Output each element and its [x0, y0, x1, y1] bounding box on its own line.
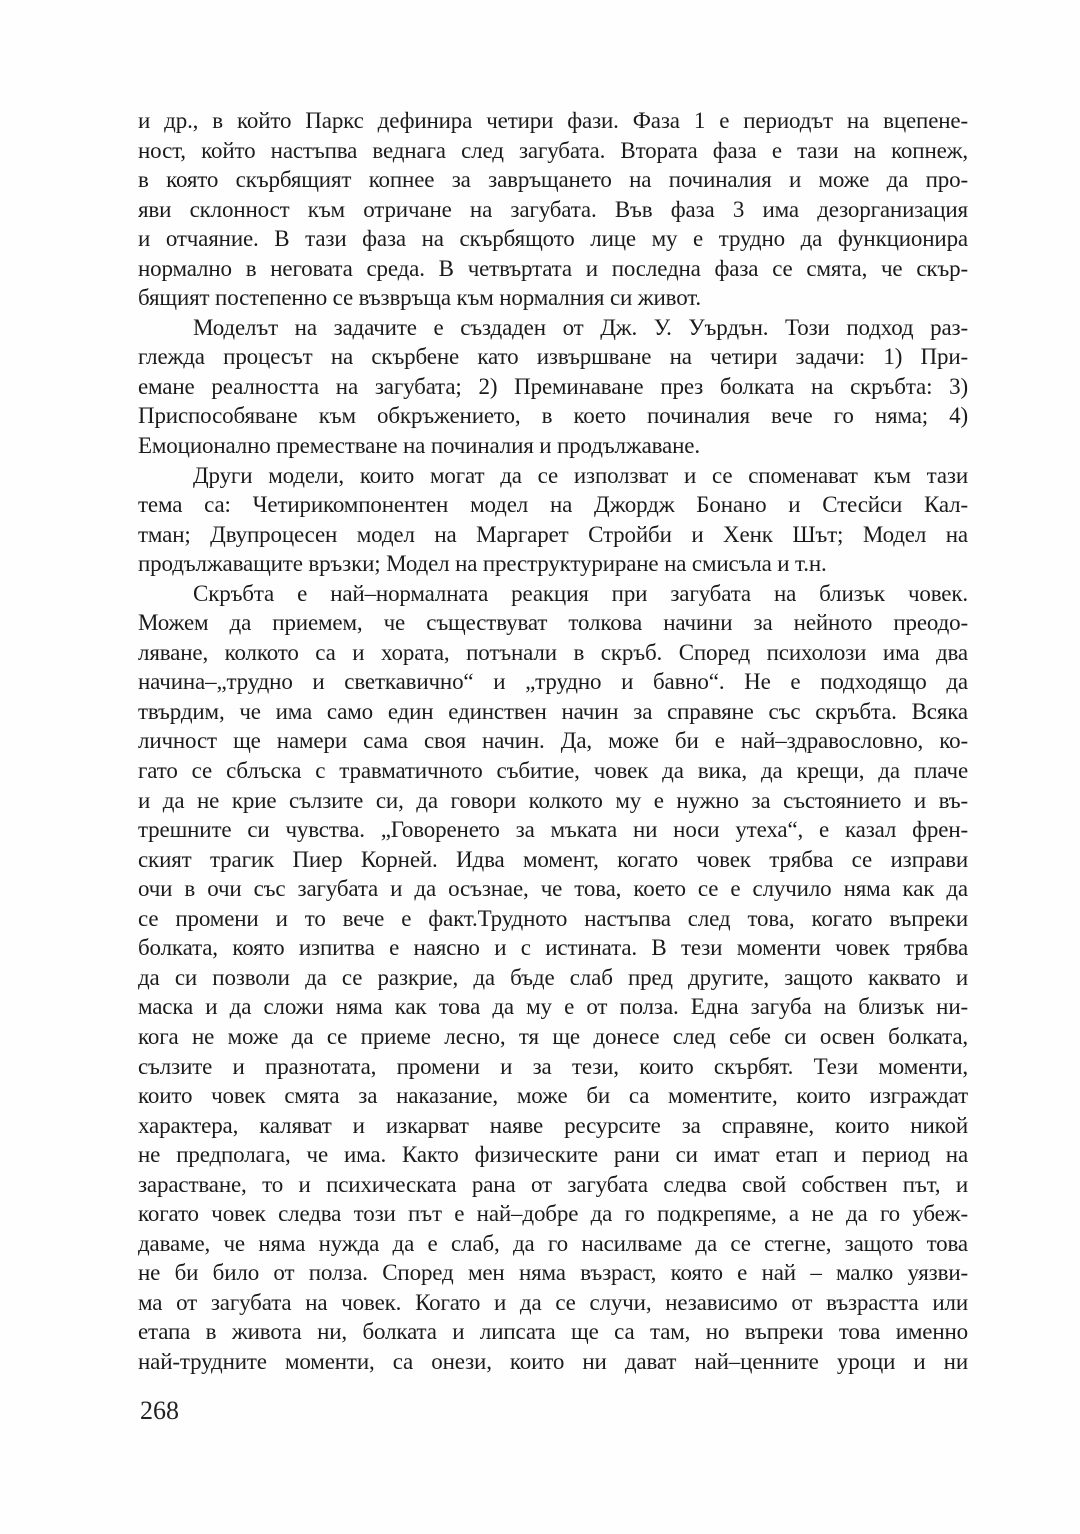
text-line: даваме, че няма нужда да е слаб, да го насилваме да се стегне, защото това [138, 1230, 968, 1256]
text-line: характера, каляват и изкарват наяве ресурсите за справяне, които никой [138, 1112, 968, 1138]
text-line: гато се сблъска с травматичното събитие, човек да вика, да крещи, да плаче [138, 758, 968, 784]
text-line: болката, която изпитва е наясно и с истината. В тези моменти човек трябва [138, 935, 968, 961]
text-line: твърдим, че има само един единствен начин за справяне със скръбта. Всяка [138, 698, 968, 724]
text-line: които човек смята за наказание, може би са моментите, които изграждат [138, 1083, 968, 1109]
text-line: трешните си чувства. „Говоренето за мъката ни носи утеха“, е казал френ- [138, 817, 968, 843]
text-line: емане реалността на загубата; 2) Преминаване през болката на скръбта: 3) [138, 373, 968, 399]
text-line: ляване, колкото са и хората, потънали в скръб. Според психолози има два [138, 639, 968, 665]
text-line: бящият постепенно се възвръща към нормалния си живот. [138, 285, 702, 311]
text-line: и др., в който Паркс дефинира четири фази. Фаза 1 е периодът на вцепене- [138, 108, 968, 133]
text-line: тема са: Четирикомпонентен модел на Джордж Бонано и Стесйси Кал- [138, 492, 968, 518]
text-line: зарастване, то и психическата рана от загубата следва свой собствен път, и [138, 1171, 968, 1197]
text-line: Можем да приемем, че съществуват толкова начини за нейното преодо- [138, 610, 968, 636]
text-line: Приспособяване към обкръжението, в което починалия вече го няма; 4) [138, 403, 968, 429]
text-line: етапа в живота ни, болката и липсата ще са там, но въпреки това именно [138, 1319, 968, 1345]
text-line: тман; Двупроцесен модел на Маргарет Стройби и Хенк Шът; Модел на [138, 521, 968, 547]
text-line: Скръбта е най–нормалната реакция при загубата на близък човек. [193, 580, 968, 606]
text-line: се промени и то вече е факт.Трудното настъпва след това, когато въпреки [138, 905, 968, 931]
text-line: очи в очи със загубата и да осъзнае, че това, което се е случило няма как да [138, 876, 968, 902]
text-line: ма от загубата на човек. Когато и да се случи, независимо от възрастта или [138, 1289, 968, 1315]
text-line: Други модели, които могат да се използват и се споменават към тази [193, 462, 968, 488]
text-line: кога не може да се приеме лесно, тя ще донесе след себе си освен болката, [138, 1023, 968, 1049]
text-line: и да не крие сълзите си, да говори колкото му е нужно за състоянието и въ- [138, 787, 968, 813]
text-block [138, 106, 968, 1377]
text-line: ност, който настъпва веднага след загубата. Втората фаза е тази на копнеж, [138, 137, 968, 163]
text-line: личност ще намери сама своя начин. Да, може би е най–здравословно, ко- [138, 728, 968, 754]
text-line: най-трудните моменти, са онези, които ни дават най–ценните уроци и ни [138, 1348, 968, 1374]
text-line: не би било от полза. Според мен няма възраст, която е най – малко уязви- [138, 1260, 968, 1286]
text-line: маска и да сложи няма как това да му е от полза. Една загуба на близък ни- [138, 994, 968, 1020]
text-line: Емоционално преместване на починалия и продължаване. [138, 433, 700, 459]
text-line: и отчаяние. В тази фаза на скърбящото лице му е трудно да функционира [138, 226, 968, 252]
text-line: глежда процесът на скърбене като извършване на четири задачи: 1) При- [138, 344, 968, 370]
text-line: когато човек следва този път е най–добре да го подкрепяме, а не да го убеж- [138, 1201, 968, 1227]
text-line: начина–„трудно и светкавично“ и „трудно и бавно“. Не е подходящо да [138, 669, 968, 695]
text-line: ският трагик Пиер Корней. Идва момент, когато човек трябва се изправи [138, 846, 968, 872]
text-line: яви склонност към отричане на загубата. Във фаза 3 има дезорганизация [138, 196, 968, 222]
text-line: Моделът на задачите е създаден от Дж. У. Уърдън. Този подход раз- [193, 314, 968, 340]
text-line: да си позволи да се разкрие, да бъде слаб пред другите, защото каквато и [138, 964, 968, 990]
text-line: не предполага, че има. Както физическите рани си имат етап и период на [138, 1142, 968, 1168]
text-line: нормално в неговата среда. В четвъртата и последна фаза се смята, че скър- [138, 255, 968, 281]
text-line: продължаващите връзки; Модел на преструктуриране на смисъла и т.н. [138, 551, 827, 577]
page-number: 268 [140, 1396, 179, 1425]
text-line: сълзите и празнотата, промени и за тези, които скърбят. Тези моменти, [138, 1053, 968, 1079]
text-line: в която скърбящият копнее за завръщането на починалия и може да про- [138, 167, 968, 193]
